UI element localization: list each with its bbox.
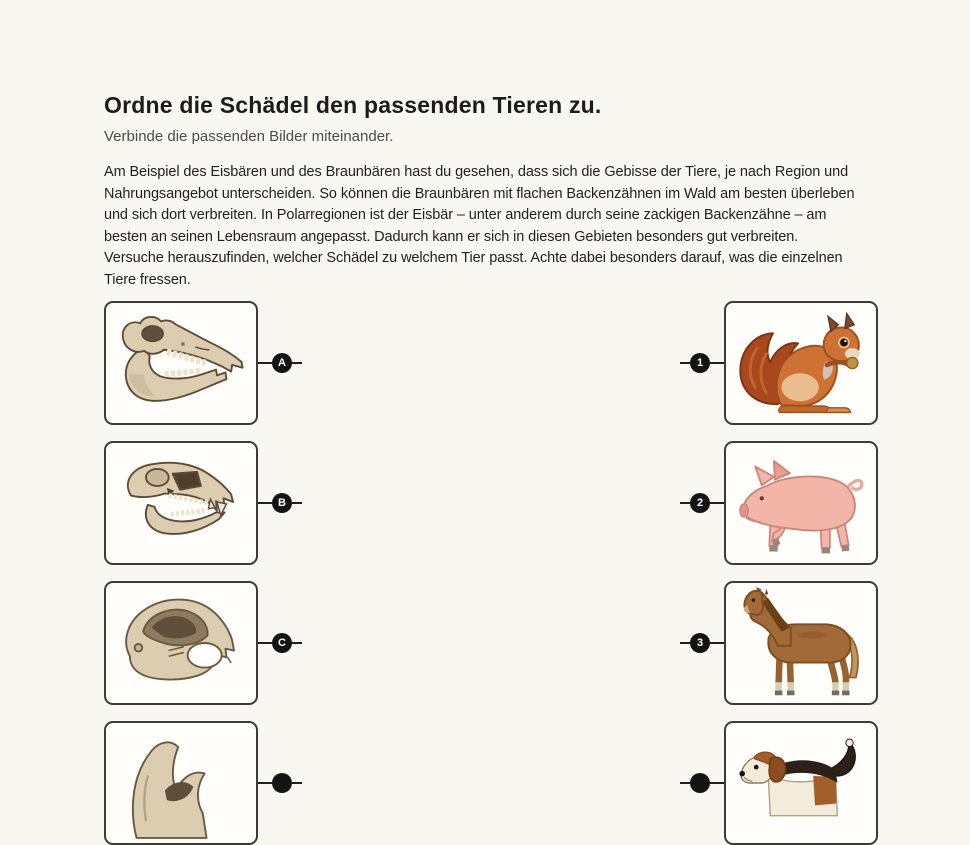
connector-animal-4 <box>680 773 724 793</box>
skull-image-b[interactable] <box>104 441 258 565</box>
intro-text <box>104 162 866 292</box>
connector-line <box>258 362 272 364</box>
skull-item-d <box>104 721 302 845</box>
skull-item-a <box>104 301 302 425</box>
connector-stub <box>680 502 690 504</box>
connector-line <box>258 782 272 784</box>
skull-image-d[interactable] <box>104 721 258 845</box>
page-subtitle: Verbinde die passenden Bilder miteinander. <box>104 128 394 145</box>
squirrel-image <box>730 307 872 419</box>
partial-skull-image <box>110 727 252 839</box>
animal-item-4 <box>680 721 878 845</box>
horse-image <box>730 587 872 699</box>
badge-c[interactable]: C <box>272 633 292 653</box>
connector-skull-c <box>258 633 302 653</box>
connector-stub <box>292 502 302 504</box>
animal-item-3 <box>680 581 878 705</box>
skull-image-a[interactable] <box>104 301 258 425</box>
rodent-skull-image <box>110 587 252 699</box>
connector-stub <box>292 362 302 364</box>
badge-a[interactable]: A <box>272 353 292 373</box>
connector-skull-d <box>258 773 302 793</box>
connector-line <box>710 362 724 364</box>
skull-image-c[interactable] <box>104 581 258 705</box>
page-title: Ordne die Schädel den passenden Tieren zu. <box>104 92 602 118</box>
connector-stub <box>292 782 302 784</box>
badge-4[interactable] <box>690 773 710 793</box>
animal-image-4[interactable] <box>724 721 878 845</box>
connector-animal-2 <box>680 493 724 513</box>
matching-area <box>104 301 878 845</box>
badge-1[interactable]: 1 <box>690 353 710 373</box>
animal-image-3[interactable] <box>724 581 878 705</box>
dog-image <box>730 727 872 839</box>
horse-skull-image <box>110 307 252 419</box>
intro-paragraph-1: Am Beispiel des Eisbären und des Braunbären hast du gesehen, dass sich die Gebisse der Tiere, je nach Region und Nahrungsangebot unterscheiden. So können die Braunbären mit flachen Backenzähnen im Wald am besten überleben und sich dort verbreiten. In Polarregionen ist der Eisbär – unter anderem durch seine zackigen Backenzähne – am besten an seinen Lebensraum angepasst. Dadurch kann er sich in diesen Gebieten besonders gut verbreiten. <box>104 164 855 245</box>
connector-skull-b <box>258 493 302 513</box>
connector-stub <box>680 782 690 784</box>
badge-2[interactable]: 2 <box>690 493 710 513</box>
connector-animal-3 <box>680 633 724 653</box>
connector-line <box>710 782 724 784</box>
pig-image <box>730 447 872 559</box>
animal-image-2[interactable] <box>724 441 878 565</box>
connector-line <box>710 642 724 644</box>
badge-3[interactable]: 3 <box>690 633 710 653</box>
connector-stub <box>680 642 690 644</box>
animal-item-2 <box>680 441 878 565</box>
badge-b[interactable]: B <box>272 493 292 513</box>
connector-stub <box>292 642 302 644</box>
connector-skull-a <box>258 353 302 373</box>
animal-item-1 <box>680 301 878 425</box>
intro-paragraph-2: Versuche herauszufinden, welcher Schädel zu welchem Tier passt. Achte dabei besonders darauf, was die einzelnen Tiere fressen. <box>104 250 843 288</box>
connector-line <box>258 502 272 504</box>
connector-stub <box>680 362 690 364</box>
skull-column <box>104 301 302 845</box>
connector-line <box>710 502 724 504</box>
connector-line <box>258 642 272 644</box>
skull-item-b <box>104 441 302 565</box>
connector-animal-1 <box>680 353 724 373</box>
animal-column <box>680 301 878 845</box>
skull-item-c <box>104 581 302 705</box>
badge-d[interactable] <box>272 773 292 793</box>
carnivore-skull-image <box>110 447 252 559</box>
animal-image-1[interactable] <box>724 301 878 425</box>
